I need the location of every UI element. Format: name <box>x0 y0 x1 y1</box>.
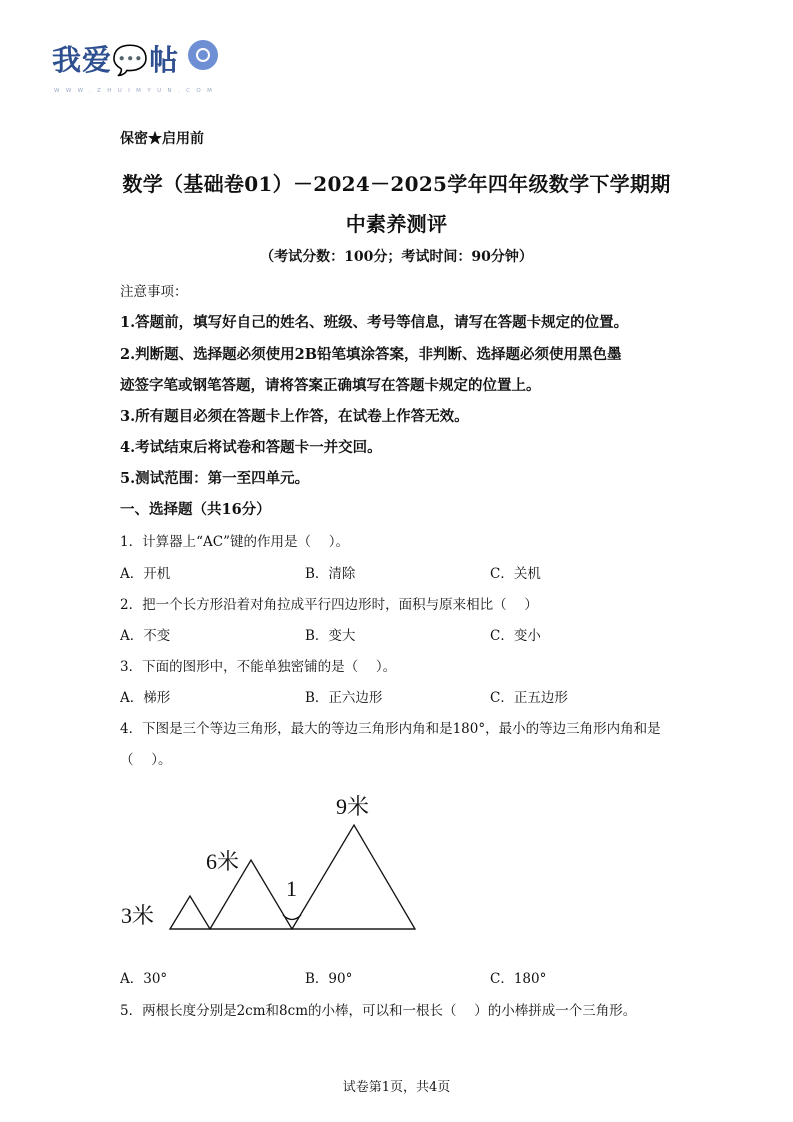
question-3: 3．下面的图形中，不能单独密铺的是（ ）。 <box>120 659 397 675</box>
page-title-line-2: 中素养测评 <box>345 212 448 236</box>
question-4-continued: （ ）。 <box>120 752 172 768</box>
large-triangle <box>292 825 415 929</box>
option-b: B．变大 <box>305 628 356 644</box>
note-item: 5.测试范围：第一至四单元。 <box>120 470 310 487</box>
note-item: 4.考试结束后将试卷和答题卡一并交回。 <box>120 439 382 456</box>
question-5: 5．两根长度分别是2cm和8cm的小棒，可以和一根长（ ）的小棒拼成一个三角形。 <box>120 1003 637 1019</box>
note-item: 3.所有题目必须在答题卡上作答，在试卷上作答无效。 <box>120 408 469 425</box>
label-6m: 6米 <box>206 849 240 874</box>
option-b: B．清除 <box>305 566 356 582</box>
option-a: A．30° <box>120 971 168 987</box>
question-1: 1．计算器上“AC”键的作用是（ ）。 <box>120 534 350 550</box>
note-item: 迹签字笔或钢笔答题，请将答案正确填写在答题卡规定的位置上。 <box>120 377 541 394</box>
small-triangle <box>170 896 210 929</box>
note-item: 1.答题前，填写好自己的姓名、班级、考号等信息，请写在答题卡规定的位置。 <box>120 314 629 331</box>
label-3m: 3米 <box>121 903 155 928</box>
option-b: B．正六边形 <box>305 690 383 706</box>
option-c: C．变小 <box>490 628 541 644</box>
option-a: A．梯形 <box>120 690 171 706</box>
confidential-label: 保密★启用前 <box>120 131 204 147</box>
exam-info: （考试分数：100分；考试时间：90分钟） <box>260 249 533 265</box>
label-9m: 9米 <box>336 794 370 819</box>
logo-url: WWW.ZHUIMYUN.COM <box>54 88 219 94</box>
angle-label: 1 <box>286 876 297 901</box>
option-c: C．正五边形 <box>490 690 568 706</box>
note-item: 2.判断题、选择题必须使用2B铅笔填涂答案，非判断、选择题必须使用黑色墨 <box>120 346 622 363</box>
question-2: 2．把一个长方形沿着对角拉成平行四边形时，面积与原来相比（ ） <box>120 597 538 613</box>
question-4: 4．下图是三个等边三角形，最大的等边三角形内角和是180°，最小的等边三角形内角和是 <box>120 721 661 737</box>
page-number: 试卷第1页，共4页 <box>342 1080 451 1095</box>
chat-bubble-icon <box>188 40 218 70</box>
page-title-line-1: 数学（基础卷01）－2024－2025学年四年级数学下学期期 <box>122 172 671 196</box>
option-b: B．90° <box>305 971 353 987</box>
notes-heading: 注意事项： <box>120 284 188 300</box>
option-c: C．180° <box>490 971 547 987</box>
logo-text: 我爱💬帖 <box>52 43 180 77</box>
option-a: A．开机 <box>120 566 171 582</box>
triangles-diagram <box>118 790 428 940</box>
section-heading: 一、选择题（共16分） <box>120 501 271 518</box>
option-c: C．关机 <box>490 566 541 582</box>
option-a: A．不变 <box>120 628 171 644</box>
